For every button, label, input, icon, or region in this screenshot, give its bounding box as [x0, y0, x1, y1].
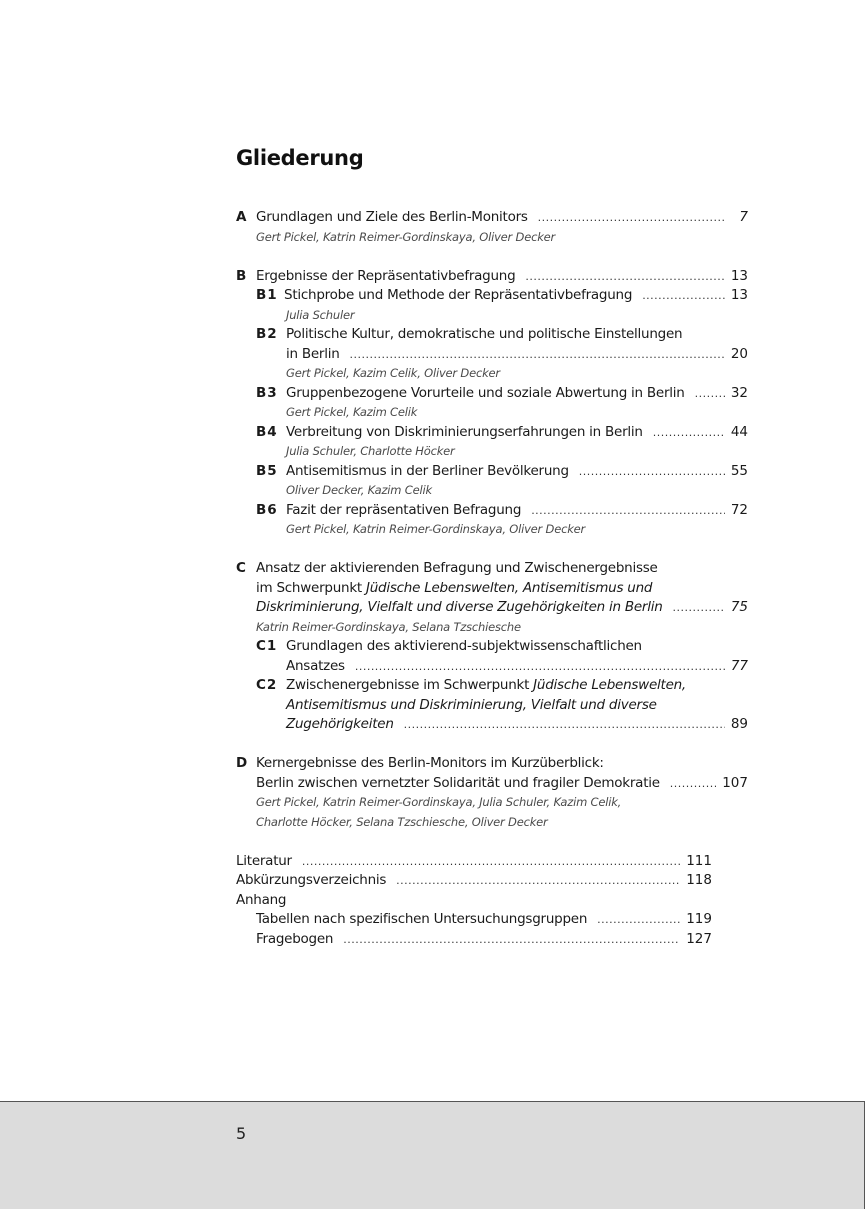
dot-leader: [350, 345, 725, 365]
section-letter: A: [236, 209, 247, 225]
page-ref: 89: [730, 716, 748, 732]
page-ref: 75: [730, 599, 748, 615]
backmatter: [236, 852, 712, 950]
page-title: Gliederung: [236, 146, 364, 170]
toc-entry-title: Grundlagen und Ziele des Berlin-Monitors: [256, 209, 528, 225]
toc-entry-title: Tabellen nach spezifischen Untersuchungsgruppen: [256, 911, 588, 927]
subsection-code: B4: [256, 423, 278, 440]
toc-authors-cont: Charlotte Höcker, Selana Tzschiesche, Oliver Decker: [256, 814, 548, 829]
toc-entry-title-italic: Antisemitismus und Diskriminierung, Vielfalt und diverse: [286, 696, 657, 713]
section-letter: D: [236, 755, 248, 771]
page-number: 5: [236, 1124, 247, 1143]
toc-entry-c-cont[interactable]: [236, 579, 748, 599]
toc-entry-title: Ergebnisse der Repräsentativbefragung: [256, 267, 516, 284]
toc-entry-d[interactable]: [236, 754, 748, 774]
toc-entry-title-italic: Jüdische Lebenswelten,: [533, 677, 686, 693]
dot-leader: [579, 462, 725, 482]
toc-authors: Oliver Decker, Kazim Celik: [286, 483, 432, 497]
toc-entry-b1[interactable]: [236, 286, 748, 306]
toc-entry-title: Grundlagen des aktivierend-subjektwissenschaftlichen: [286, 638, 642, 654]
section-letter: C: [236, 560, 246, 576]
dot-leader: [538, 208, 726, 228]
toc-authors: Gert Pickel, Kazim Celik, Oliver Decker: [286, 366, 500, 380]
toc-entry-title: Politische Kultur, demokratische und politische Einstellungen: [286, 326, 683, 342]
dot-leader: [695, 384, 725, 404]
toc-entry-title: Verbreitung von Diskriminierungserfahrungen in Berlin: [286, 423, 643, 440]
toc-entry-title: Fragebogen: [256, 930, 334, 947]
toc-authors: Katrin Reimer-Gordinskaya, Selana Tzschiesche: [256, 619, 521, 634]
dot-leader: [670, 774, 716, 794]
dot-leader: [531, 501, 725, 521]
toc-entry-title-cont: in Berlin: [286, 345, 340, 362]
toc-entry-title-cont: Ansatzes: [286, 657, 345, 674]
toc-entry-title-cont: im Schwerpunkt: [256, 579, 366, 596]
dot-leader: [302, 852, 680, 872]
dot-leader: [673, 598, 725, 618]
toc-authors: Gert Pickel, Katrin Reimer-Gordinskaya, Julia Schuler, Kazim Celik,: [256, 795, 622, 809]
page-ref: 107: [722, 774, 748, 791]
page-footer: [0, 1101, 865, 1209]
toc-authors: Gert Pickel, Kazim Celik: [286, 405, 418, 419]
toc-entry-title-italic: Jüdische Lebenswelten, Antisemitismus und: [365, 579, 653, 596]
subsection-code: B3: [256, 384, 278, 401]
subsection-code: C2: [256, 677, 278, 693]
page-ref: 44: [730, 423, 748, 440]
page-ref: 111: [686, 852, 712, 869]
subsection-code: C1: [256, 638, 278, 654]
page-ref: 20: [730, 345, 748, 362]
toc-entry-title: Literatur: [236, 852, 292, 869]
toc-entry-title: Anhang: [236, 891, 287, 908]
toc-entry-title: Fazit der repräsentativen Befragung: [286, 501, 522, 518]
toc-authors: Gert Pickel, Katrin Reimer-Gordinskaya, Oliver Decker: [256, 229, 556, 244]
toc-entry-c-cont2[interactable]: [236, 598, 748, 618]
dot-leader: [355, 657, 725, 677]
page-ref: 13: [730, 267, 748, 284]
toc-entry-abkuerzungen[interactable]: [236, 871, 712, 891]
toc-entry-b5[interactable]: [236, 462, 748, 482]
toc-entry-a[interactable]: [236, 208, 748, 228]
toc-entry-c[interactable]: [236, 559, 748, 579]
page-ref: 32: [730, 384, 748, 401]
toc-entry-title-cont: Berlin zwischen vernetzter Solidarität und fragiler Demokratie: [256, 774, 660, 791]
page-ref: 13: [730, 287, 748, 303]
toc-entry-b2[interactable]: [236, 325, 748, 345]
toc-entry-b3[interactable]: [236, 384, 748, 404]
page-ref: 7: [739, 209, 748, 225]
page-ref: 77: [730, 657, 748, 674]
dot-leader: [653, 423, 725, 443]
dot-leader: [525, 267, 724, 287]
toc-entry-title: Kernergebnisse des Berlin-Monitors im Kurzüberblick:: [256, 755, 604, 771]
toc-entry-title: Abkürzungsverzeichnis: [236, 872, 387, 888]
dot-leader: [597, 910, 680, 930]
toc-authors: Julia Schuler: [286, 307, 355, 322]
toc-entry-b[interactable]: [236, 267, 748, 287]
toc-authors: Julia Schuler, Charlotte Höcker: [286, 444, 455, 458]
toc-entry-title: Ansatz der aktivierenden Befragung und Zwischenergebnisse: [256, 560, 658, 576]
toc-entry-b4[interactable]: [236, 423, 748, 443]
toc-entry-title: Zwischenergebnisse im Schwerpunkt: [286, 677, 534, 693]
section-letter: B: [236, 267, 247, 284]
subsection-code: B1: [256, 287, 278, 303]
page-ref: 127: [686, 930, 712, 947]
toc-entry-title: Gruppenbezogene Vorurteile und soziale Abwertung in Berlin: [286, 384, 685, 401]
toc-entry-d-cont[interactable]: [236, 774, 748, 794]
subsection-code: B2: [256, 326, 278, 342]
toc-entry-c2-cont[interactable]: [236, 696, 748, 716]
page-ref: 72: [730, 501, 748, 518]
toc-entry-b6[interactable]: [236, 501, 748, 521]
dot-leader: [396, 871, 680, 891]
toc-entry-anhang[interactable]: [236, 891, 712, 911]
toc-entry-title-italic: Diskriminierung, Vielfalt und diverse Zugehörigkeiten in Berlin: [256, 599, 663, 615]
toc-entry-c1-cont[interactable]: [236, 657, 748, 677]
toc-entry-tabellen[interactable]: [236, 910, 712, 930]
page-ref: 55: [730, 462, 748, 479]
dot-leader: [404, 715, 725, 735]
table-of-contents: [236, 208, 748, 949]
dot-leader: [343, 930, 680, 950]
toc-entry-title-italic: Zugehörigkeiten: [286, 716, 394, 732]
page-ref: 118: [686, 872, 712, 888]
page-ref: 119: [686, 911, 712, 927]
subsection-code: B6: [256, 501, 278, 518]
toc-entry-c1[interactable]: [236, 637, 748, 657]
toc-entry-fragebogen[interactable]: [236, 930, 712, 950]
toc-entry-c2[interactable]: [236, 676, 748, 696]
dot-leader: [642, 286, 725, 306]
toc-entry-literatur[interactable]: [236, 852, 712, 872]
toc-entry-title: Stichprobe und Methode der Repräsentativbefragung: [284, 287, 633, 303]
toc-entry-c2-cont2[interactable]: [236, 715, 748, 735]
toc-authors: Gert Pickel, Katrin Reimer-Gordinskaya, Oliver Decker: [286, 522, 586, 536]
subsection-code: B5: [256, 462, 278, 479]
toc-entry-title: Antisemitismus in der Berliner Bevölkerung: [286, 462, 569, 479]
toc-entry-b2-cont[interactable]: [236, 345, 748, 365]
